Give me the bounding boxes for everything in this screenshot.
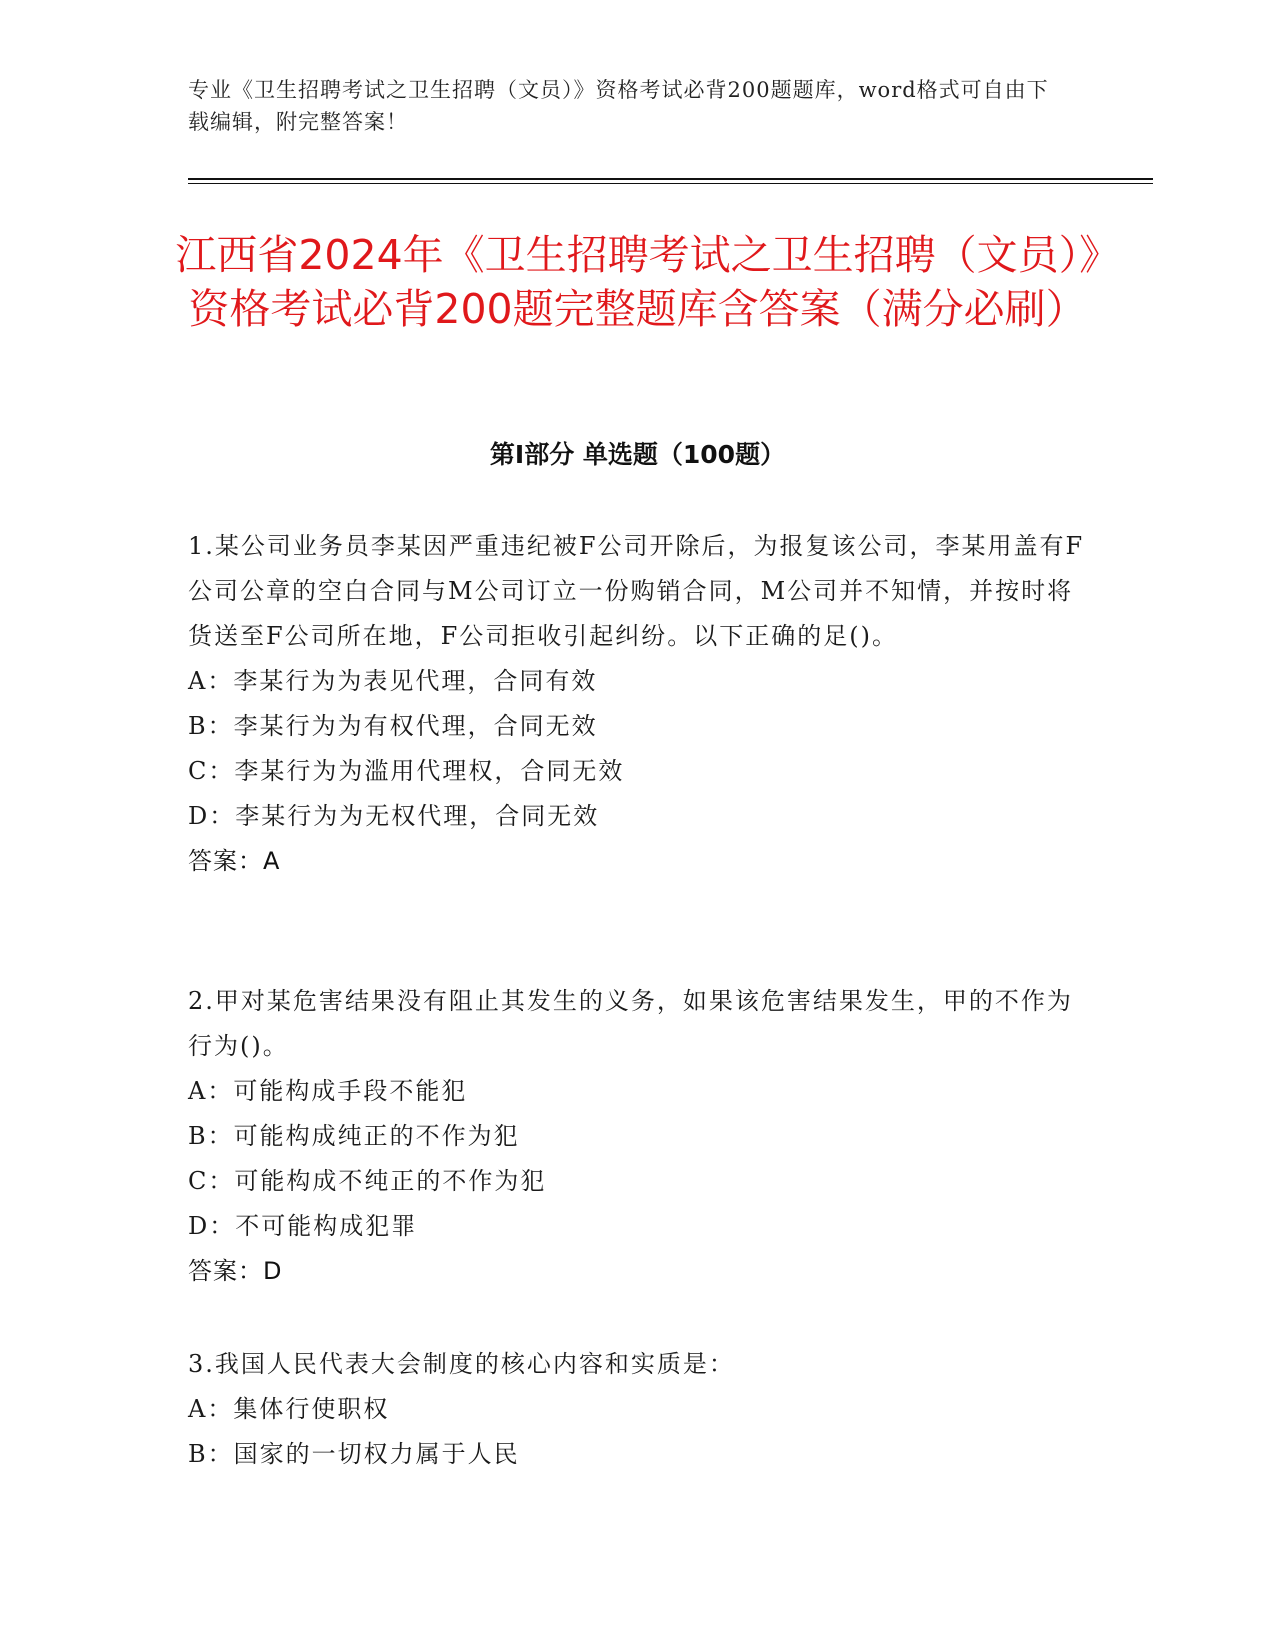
question-stem: 2.甲对某危害结果没有阻止其发生的义务，如果该危害结果发生，甲的不作为行为()。 <box>188 987 1073 1060</box>
option-c: C：李某行为为滥用代理权，合同无效 <box>188 757 625 785</box>
question-stem: 1.某公司业务员李某因严重违纪被F公司开除后，为报复该公司，李某用盖有F公司公章的空白合同与M公司订立一份购销合同，M公司并不知情，并按时将货送至F公司所在地，F公司拒收引起纠纷。以下正确的足()。 <box>188 532 1085 650</box>
document-title: 江西省2024年《卫生招聘考试之卫生招聘（文员）》资格考试必背200题完整题库含答案（满分必刷） <box>175 231 1100 333</box>
header-divider-thin <box>188 183 1153 184</box>
header-divider-thick <box>188 178 1153 180</box>
option-b: B：可能构成纯正的不作为犯 <box>188 1122 520 1150</box>
option-b: B：李某行为为有权代理，合同无效 <box>188 712 598 740</box>
option-a: A：李某行为为表见代理，合同有效 <box>188 667 598 695</box>
answer: 答案：A <box>188 847 281 875</box>
question-3 <box>188 1342 1088 1477</box>
option-d: D：李某行为为无权代理，合同无效 <box>188 802 600 830</box>
question-1 <box>188 524 1088 884</box>
option-c: C：可能构成不纯正的不作为犯 <box>188 1167 547 1195</box>
option-d: D：不可能构成犯罪 <box>188 1212 418 1240</box>
section-title: 第I部分 单选题（100题） <box>489 440 786 469</box>
option-a: A：集体行使职权 <box>188 1395 390 1423</box>
question-stem: 3.我国人民代表大会制度的核心内容和实质是： <box>188 1350 735 1378</box>
answer: 答案：D <box>188 1257 283 1285</box>
question-2 <box>188 979 1088 1294</box>
header-note: 专业《卫生招聘考试之卫生招聘（文员）》资格考试必背200题题库，word格式可自由下载编辑，附完整答案！ <box>188 78 1049 134</box>
option-a: A：可能构成手段不能犯 <box>188 1077 468 1105</box>
option-b: B：国家的一切权力属于人民 <box>188 1440 520 1468</box>
